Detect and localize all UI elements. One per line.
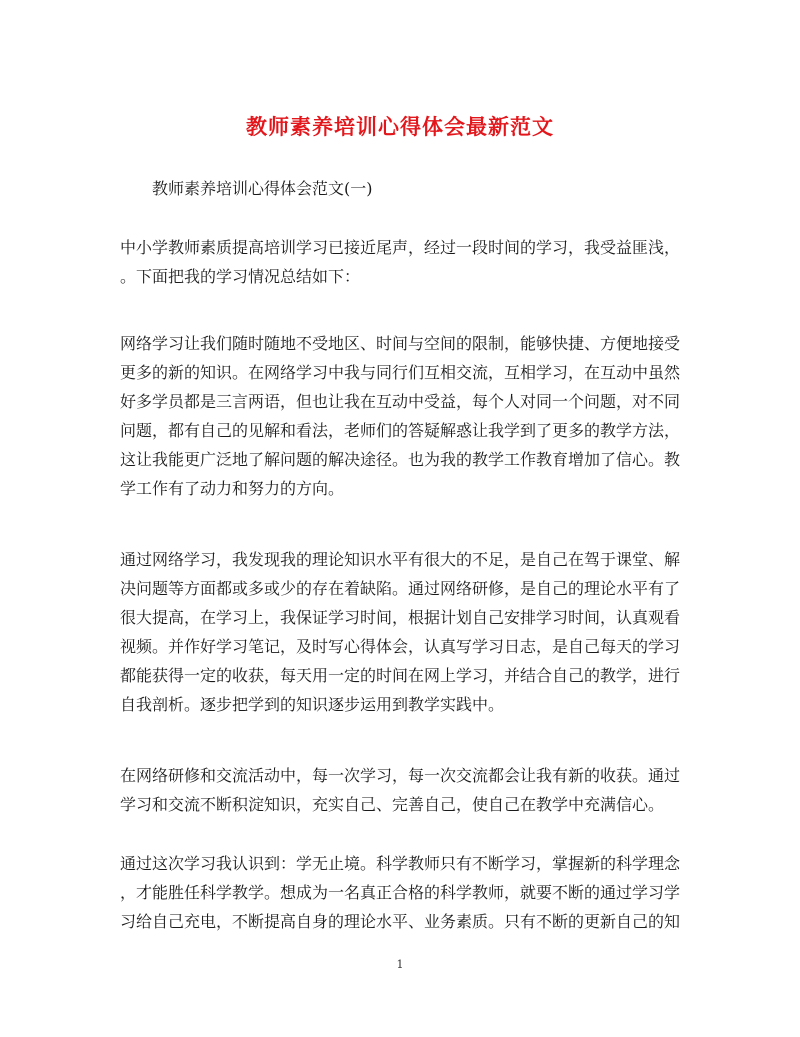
- paragraph-line: 视频。并作好学习笔记，及时写心得体会，认真写学习日志，是自己每天的学习: [120, 637, 681, 656]
- paragraph-5: [120, 849, 680, 936]
- paragraph-line: ，才能胜任科学教学。想成为一名真正合格的科学教师，就要不断的通过学习学: [120, 883, 681, 902]
- document-title: 教师素养培训心得体会最新范文: [246, 114, 554, 139]
- paragraph-line: 习给自己充电，不断提高自身的理论水平、业务素质。只有不断的更新自己的知: [120, 912, 681, 931]
- paragraph-line: 都能获得一定的收获，每天用一定的时间在网上学习，并结合自己的教学，进行: [120, 666, 681, 685]
- paragraph-1: [120, 233, 680, 291]
- paragraph-line: 学习和交流不断积淀知识，充实自己、完善自己，使自己在教学中充满信心。: [120, 795, 665, 814]
- paragraph-line: 。下面把我的学习情况总结如下：: [120, 267, 361, 286]
- paragraph-line: 网络学习让我们随时随地不受地区、时间与空间的限制，能够快捷、方便地接受: [120, 334, 681, 353]
- paragraph-line: 好多学员都是三言两语，但也让我在互动中受益，每个人对同一个问题，对不同: [120, 392, 681, 411]
- paragraph-line: 自我剖析。逐步把学到的知识逐步运用到教学实践中。: [120, 695, 505, 714]
- paragraph-2: [120, 329, 680, 503]
- paragraph-4: [120, 761, 680, 819]
- paragraph-line: 中小学教师素质提高培训学习已接近尾声，经过一段时间的学习，我受益匪浅，: [120, 238, 681, 257]
- paragraph-line: 在网络研修和交流活动中，每一次学习，每一次交流都会让我有新的收获。通过: [120, 766, 681, 785]
- paragraph-3: [120, 545, 680, 719]
- paragraph-line: 决问题等方面都或多或少的存在着缺陷。通过网络研修，是自己的理论水平有了: [120, 579, 681, 598]
- paragraph-line: 这让我能更广泛地了解问题的解决途径。也为我的教学工作教育增加了信心。教: [120, 450, 681, 469]
- document-subtitle: 教师素养培训心得体会范文(一): [152, 179, 373, 198]
- paragraph-line: 更多的新的知识。在网络学习中我与同行们互相交流，互相学习，在互动中虽然: [120, 363, 681, 382]
- paragraph-line: 通过网络学习，我发现我的理论知识水平有很大的不足，是自己在驾于课堂、解: [120, 550, 681, 569]
- page-number: 1: [396, 958, 404, 971]
- paragraph-line: 问题，都有自己的见解和看法，老师们的答疑解惑让我学到了更多的教学方法，: [120, 421, 681, 440]
- paragraph-line: 很大提高，在学习上，我保证学习时间，根据计划自己安排学习时间，认真观看: [120, 608, 681, 627]
- paragraph-line: 学工作有了动力和努力的方向。: [120, 479, 345, 498]
- paragraph-line: 通过这次学习我认识到：学无止境。科学教师只有不断学习，掌握新的科学理念: [120, 854, 681, 873]
